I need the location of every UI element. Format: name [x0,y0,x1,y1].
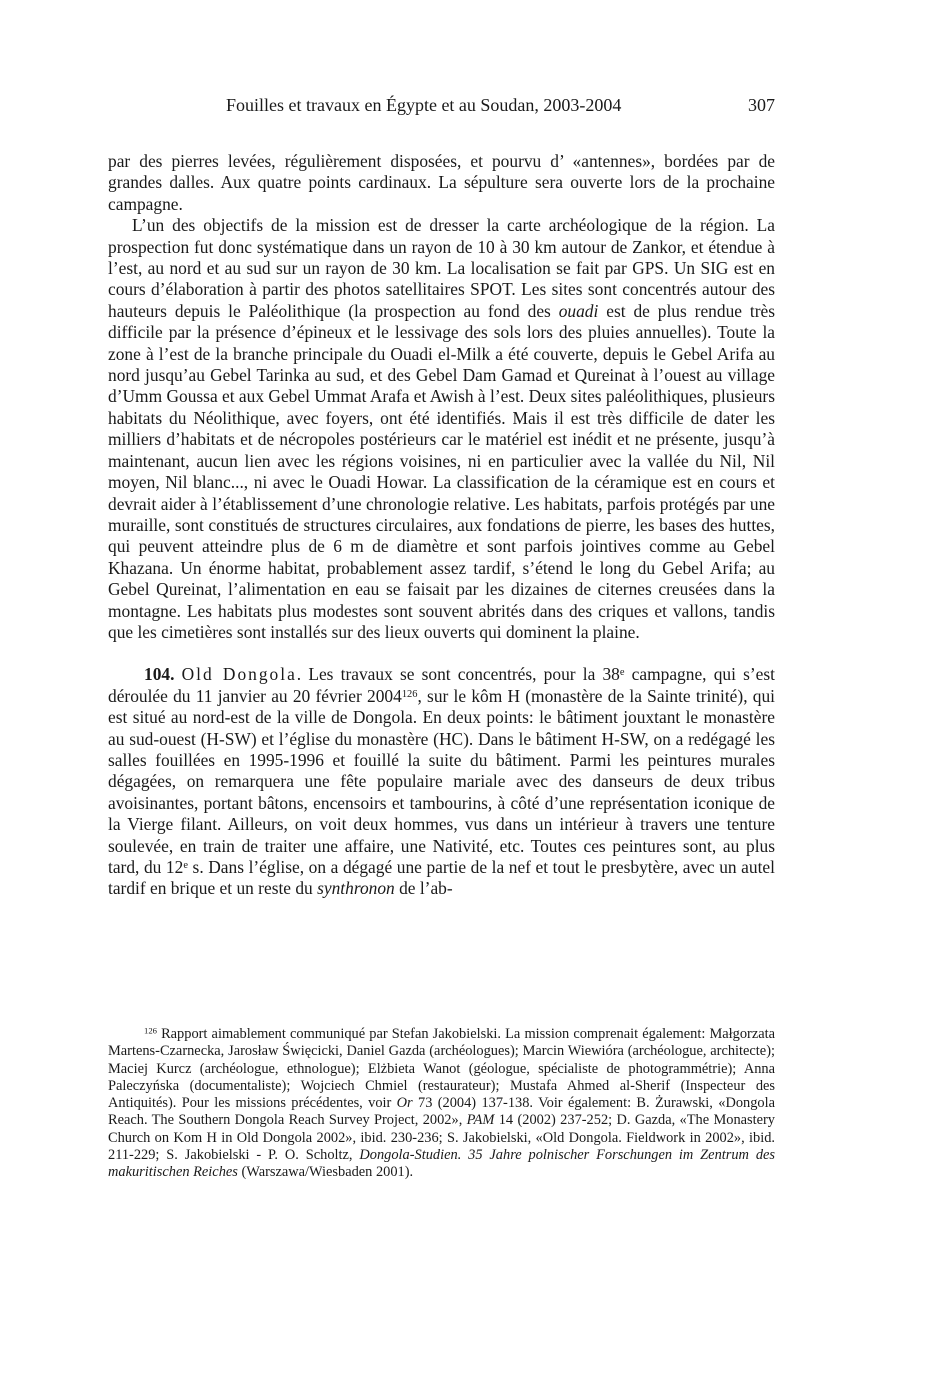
paragraph-1-text: par des pierres levées, régulièrement disposées, et pourvu d’ «antennes», bordées par de grandes dalles. Aux quatre points cardinaux. La sépulture sera ouverte lors de la prochaine campagne. [108,151,775,214]
footnote-book-title: Dongola-Studien. 35 Jahre polnischer Forschungen im Zentrum des makuritischen Reiches [108,1147,775,1181]
paragraph-2-text-a: L’un des objectifs de la mission est de dresser la carte archéologique de la région. La prospection fut donc systématique dans un rayon de 10 à 30 km autour de Zankor, et étendue à l’est, au nord et au sud sur un rayon de 30 km. La localisation se fait par GPS. Un SIG est en cours d’élaboration à partir des photos satellitaires SPOT. Les sites sont concentrés autour des hauteurs depuis le Paléolithique (la prospection au fond des [108,215,775,321]
paragraph-3-text-d: s. Dans l’église, on a dégagé une partie de la nef et tout le presbytère, avec un autel tardif en brique et un reste du [108,857,775,899]
paragraph-3-text-a: . Les travaux se sont concentrés, pour la 38 [296,664,620,685]
paragraph-3-italic: synthronon [317,878,395,899]
footnote-text-2: 73 (2004) 137-138. Voir également: B. Żurawski, «Dongola Reach. The Southern Dongola Reach Survey Project, 2002», [108,1095,775,1129]
main-text [108,151,775,900]
paragraph-survey [108,215,775,643]
footnote-text-1: Rapport aimablement communiqué par Stefan Jakobielski. La mission comprenait également: Małgorzata Martens-Czarnecka, Jarosław Święcicki, Daniel Gazda (archéologues); Marcin Wiewióra (archéologue, architecte); Maciej Kurcz (archéologue, ethnologue); Elżbieta Wanot (géologue, spécialiste de photogrammétrie); Anna Paleczyńska (documentaliste); Wojciech Chmiel (restaurateur); Mustafa Ahmed al-Sherif (Inspecteur des Antiquités). Pour les missions précédentes, voir [108,1026,775,1112]
footnote-text-4: (Warszawa/Wiesbaden 2001). [237,1164,414,1181]
footnote-journal-pam: PAM [466,1112,495,1129]
paragraph-continuation [108,151,775,215]
footnote-text-3: 14 (2002) 237-252; D. Gazda, «The Monastery Church on Kom H in Old Dongola 2002», ibid. 230-236; S. Jakobielski, «Old Dongola. Fieldwork in 2002», ibid. 211-229; S. Jakobielski - P. O. Scholtz, [108,1112,775,1164]
running-header [108,95,775,121]
paragraph-3-text-b: campagne, qui s’est déroulée du 11 janvier au 20 février 2004 [108,664,775,706]
section-old-dongola [108,664,775,899]
paragraph-2-text-b: est de plus rendue très difficile par la présence d’épineux et le lessivage des sols lors des pluies annuelles). Toute la zone à l’est de la branche principale du Ouadi el-Milk a été couverte, depuis le Gebel Arifa au nord jusqu’au Gebel Tarinka au sud, et des Gebel Dam Gamad et Qureinat à l’ouest au village d’Umm Goussa et aux Gebel Ummat Arafa et Awish à l’est. Deux sites paléolithiques, plusieurs habitats du Néolithique, avec foyers, ont été identifiés. Mais il est très difficile de dater les milliers d’habitats et de nécropoles postérieurs car le matériel est inédit et ne présente, jusqu’à maintenant, aucun lien avec les régions voisines, ni en particulier avec la vallée du Nil, Nil moyen, Nil blanc..., ni avec le Ouadi Howar. La classification de la céramique est en cours et devrait aider à l’établissement d’une chronologie relative. Les habitats, parfois protégés par une muraille, sont constitués de structures circulaires, aux fondations de pierre, les bases des huttes, qui peuvent atteindre plus de 6 m de diamètre et sont parfois jointives comme au Gebel Khazana. Un énorme habitat, probablement assez tardif, s’étend le long du Gebel Arifa; au Gebel Qureinat, l’alimentation en eau se faisait par les dizaines de citernes creusées dans la montagne. Les habitats plus modestes sont souvent abrités dans des criques et vallons, tandis que les cimetières sont installés sur des lieux ouverts qui dominent la plaine. [108,300,776,642]
paragraph-3-text-c: , sur le kôm H (monastère de la Sainte trinité), qui est situé au nord-est de la ville de Dongola. En deux points: le bâtiment jouxtant le monastère au sud-ouest (H-SW) et l’église du monastère (HC). Dans le bâtiment H-SW, on a redégagé les salles fouillées en 1995-1996 et fouillé la suite du bâtiment. Parmi les peintures murales dégagées, on remarquera une fête populaire mariale avec des danseurs de deux tribus avoisinantes, portant bâtons, encensoirs et tambourins, à côté d’une représentation iconique de la Vierge filant. Ailleurs, on voit deux hommes, vus dans un intérieur à travers une tenture soulevée, en train de traiter une affaire, une Nativité, etc. Toutes ces peintures sont, au plus tard, du 12 [108,685,775,877]
footnote-journal-or: Or [396,1095,413,1112]
site-name: Old Dongola [181,664,297,685]
paragraph-3-text-e: de l’ab- [394,878,453,899]
page-number: 307 [748,95,775,115]
section-number: 104. [144,664,175,685]
footnote-ref: 126 [401,688,418,700]
superscript-e-century: e [183,859,188,871]
superscript-e: e [619,667,625,679]
paragraph-2-italic: ouadi [558,300,599,321]
running-title: Fouilles et travaux en Égypte et au Soudan, 2003-2004 [226,95,622,115]
footnote-number: 126 [144,1025,157,1036]
footnote-126 [108,1026,775,1182]
